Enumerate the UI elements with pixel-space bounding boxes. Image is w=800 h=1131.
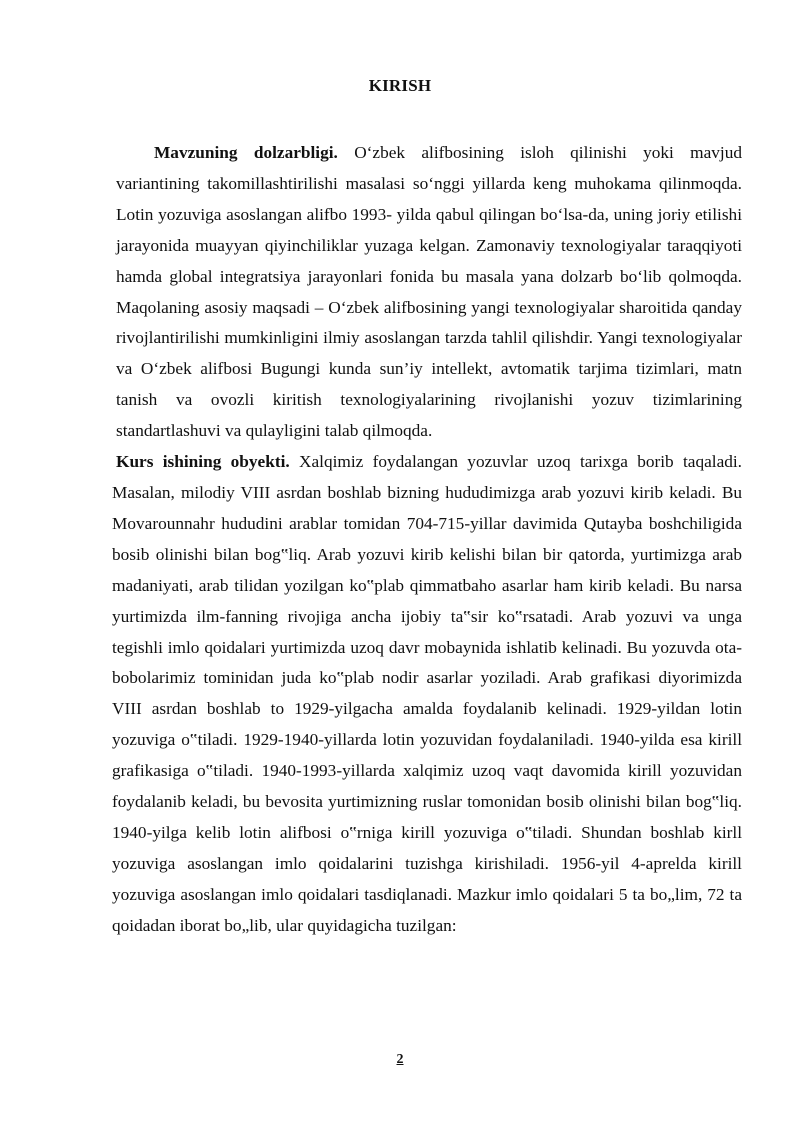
paragraph-heading-relevance: Mavzuning dolzarbligi.: [154, 143, 338, 162]
page-number: 2: [396, 1052, 404, 1067]
body-text: [112, 138, 743, 942]
page-title: KIRISH: [368, 76, 432, 95]
paragraph-relevance: [116, 138, 742, 447]
paragraph-text-object: Xalqimiz foydalangan yozuvlar uzoq tarixga borib taqaladi. Masalan, milodiy VIII asrdan boshlab bizning hududimizga arab yozuvi kirib keladi. Bu Movarounnahr hududini arablar tomidan 704-715-yillar davimida Qutayba boshchiligida bosib olinishi bilan bog‟liq. Arab yozuvi kirib kelishi bilan bir qatorda, yurtimizga arab madaniyati, arab tilidan yozilgan ko‟plab qimmatbaho asarlar ham kirib keladi. Bu narsa yurtimizda ilm-fanning rivojiga ancha ijobiy ta‟sir ko‟rsatadi. Arab yozuvi va unga tegishli imlo qoidalari yurtimizda uzoq davr mobaynida ishlatib kelinadi. Bu yozuvda ota-bobolarimiz tominidan juda ko‟plab nodir asarlar yoziladi. Arab grafikasi diyorimizda VIII asrdan boshlab to 1929-yilgacha amalda foydalanib kelinadi. 1929-yildan lotin yozuviga o‟tiladi. 1929-1940-yillarda lotin yozuvidan foydalaniladi. 1940-yilda esa kirill grafikasiga o‟tiladi. 1940-1993-yillarda xalqimiz uzoq vaqt davomida kirill yozuvidan foydalanib keladi, bu bevosita yurtimizning ruslar tomonidan bosib olinishi bilan bog‟liq. 1940-yilga kelib lotin alifbosi o‟rniga kirill yozuviga o‟tiladi. Shundan boshlab kirll yozuviga asoslangan imlo qoidalarini tuzishga kirishiladi. 1956-yil 4-aprelda kirill yozuviga asoslangan imlo qoidalari tasdiqlanadi. Mazkur imlo qoidalari 5 ta bo„lim, 72 ta qoidadan iborat bo„lib, ular quyidagicha tuzilgan:: [112, 452, 743, 935]
paragraph-text-relevance: O‘zbek alifbosining isloh qilinishi yoki mavjud variantining takomillashtirilishi masalasi so‘nggi yillarda keng muhokama qilinmoqda. Lotin yozuviga asoslangan alifbo 1993- yilda qabul qilingan bo‘lsa-da, uning joriy etilishi jarayonida muayyan qiyinchiliklar yuzaga kelgan. Zamonaviy texnologiyalar taraqqiyoti hamda global integratsiya jarayonlari fonida bu masala yana dolzarb bo‘lib qolmoqda. Maqolaning asosiy maqsadi – O‘zbek alifbosining yangi texnologiyalar sharoitida qanday rivojlantirilishi mumkinligini ilmiy asoslangan tarzda tahlil qilishdir. Yangi texnologiyalar va O‘zbek alifbosi Bugungi kunda sun’iy intellekt, avtomatik tarjima tizimlari, matn tanish va ovozli kiritish texnologiyalarining rivojlanishi yozuv tizimlarining standartlashuvi va qulayligini talab qilmoqda.: [116, 143, 742, 441]
paragraph-object: [112, 447, 742, 942]
paragraph-heading-object: Kurs ishining obyekti.: [116, 452, 290, 472]
